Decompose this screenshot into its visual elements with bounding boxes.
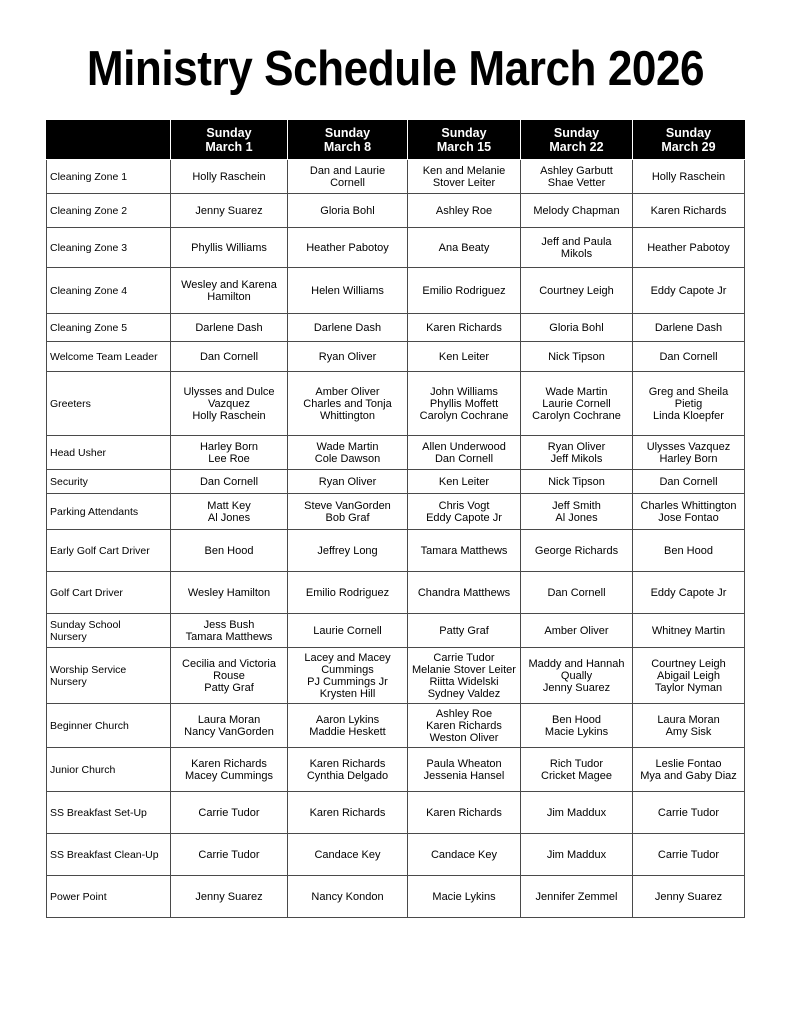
- role-label: Worship Service Nursery: [47, 648, 171, 704]
- role-label: Sunday School Nursery: [47, 614, 171, 648]
- assignment-cell: Nick Tipson: [521, 470, 633, 494]
- assignment-cell: Rich Tudor Cricket Magee: [521, 748, 633, 792]
- role-label: Golf Cart Driver: [47, 572, 171, 614]
- assignment-cell: George Richards: [521, 530, 633, 572]
- table-body: [47, 160, 745, 918]
- role-label: Head Usher: [47, 436, 171, 470]
- assignment-cell: Laura Moran Amy Sisk: [633, 704, 745, 748]
- role-label: Security: [47, 470, 171, 494]
- assignment-cell: Patty Graf: [408, 614, 521, 648]
- assignment-cell: Whitney Martin: [633, 614, 745, 648]
- assignment-cell: Karen Richards: [633, 194, 745, 228]
- assignment-cell: Jeff Smith Al Jones: [521, 494, 633, 530]
- role-label: Early Golf Cart Driver: [47, 530, 171, 572]
- assignment-cell: Dan Cornell: [171, 470, 288, 494]
- assignment-cell: Ken Leiter: [408, 470, 521, 494]
- assignment-cell: Leslie Fontao Mya and Gaby Diaz: [633, 748, 745, 792]
- assignment-cell: Steve VanGorden Bob Graf: [288, 494, 408, 530]
- assignment-cell: Ben Hood Macie Lykins: [521, 704, 633, 748]
- assignment-cell: Dan Cornell: [633, 342, 745, 372]
- assignment-cell: Holly Raschein: [171, 160, 288, 194]
- assignment-cell: Darlene Dash: [633, 314, 745, 342]
- assignment-cell: Dan Cornell: [521, 572, 633, 614]
- assignment-cell: Allen Underwood Dan Cornell: [408, 436, 521, 470]
- assignment-cell: Laurie Cornell: [288, 614, 408, 648]
- assignment-cell: Jennifer Zemmel: [521, 876, 633, 918]
- table-row: [47, 530, 745, 572]
- assignment-cell: Karen Richards: [288, 792, 408, 834]
- assignment-cell: Gloria Bohl: [288, 194, 408, 228]
- assignment-cell: Ben Hood: [633, 530, 745, 572]
- assignment-cell: Aaron Lykins Maddie Heskett: [288, 704, 408, 748]
- assignment-cell: Paula Wheaton Jessenia Hansel: [408, 748, 521, 792]
- table-row: [47, 572, 745, 614]
- table-row: [47, 494, 745, 530]
- assignment-cell: Wesley Hamilton: [171, 572, 288, 614]
- assignment-cell: Carrie Tudor: [633, 834, 745, 876]
- table-row: [47, 470, 745, 494]
- assignment-cell: Candace Key: [288, 834, 408, 876]
- table-row: [47, 614, 745, 648]
- assignment-cell: Jim Maddux: [521, 792, 633, 834]
- assignment-cell: Ken and Melanie Stover Leiter: [408, 160, 521, 194]
- assignment-cell: Jenny Suarez: [171, 876, 288, 918]
- assignment-cell: Nick Tipson: [521, 342, 633, 372]
- assignment-cell: Jeff and Paula Mikols: [521, 228, 633, 268]
- role-label: Power Point: [47, 876, 171, 918]
- assignment-cell: Chandra Matthews: [408, 572, 521, 614]
- assignment-cell: Chris Vogt Eddy Capote Jr: [408, 494, 521, 530]
- assignment-cell: Amber Oliver Charles and Tonja Whittington: [288, 372, 408, 436]
- assignment-cell: Holly Raschein: [633, 160, 745, 194]
- assignment-cell: Dan Cornell: [633, 470, 745, 494]
- header-date-4: Sunday March 22: [521, 121, 633, 160]
- table-row: [47, 792, 745, 834]
- assignment-cell: John Williams Phyllis Moffett Carolyn Cochrane: [408, 372, 521, 436]
- assignment-cell: Wade Martin Laurie Cornell Carolyn Cochrane: [521, 372, 633, 436]
- assignment-cell: Jess Bush Tamara Matthews: [171, 614, 288, 648]
- assignment-cell: Cecilia and Victoria Rouse Patty Graf: [171, 648, 288, 704]
- assignment-cell: Dan Cornell: [171, 342, 288, 372]
- assignment-cell: Nancy Kondon: [288, 876, 408, 918]
- assignment-cell: Eddy Capote Jr: [633, 268, 745, 314]
- header-date-1: Sunday March 1: [171, 121, 288, 160]
- role-label: Cleaning Zone 3: [47, 228, 171, 268]
- assignment-cell: Ana Beaty: [408, 228, 521, 268]
- assignment-cell: Karen Richards Cynthia Delgado: [288, 748, 408, 792]
- table-row: [47, 834, 745, 876]
- assignment-cell: Harley Born Lee Roe: [171, 436, 288, 470]
- assignment-cell: Karen Richards: [408, 314, 521, 342]
- assignment-cell: Phyllis Williams: [171, 228, 288, 268]
- assignment-cell: Laura Moran Nancy VanGorden: [171, 704, 288, 748]
- assignment-cell: Karen Richards Macey Cummings: [171, 748, 288, 792]
- assignment-cell: Jenny Suarez: [171, 194, 288, 228]
- assignment-cell: Ken Leiter: [408, 342, 521, 372]
- assignment-cell: Candace Key: [408, 834, 521, 876]
- table-row: [47, 342, 745, 372]
- role-label: Greeters: [47, 372, 171, 436]
- assignment-cell: Ben Hood: [171, 530, 288, 572]
- assignment-cell: Courtney Leigh: [521, 268, 633, 314]
- assignment-cell: Heather Pabotoy: [288, 228, 408, 268]
- header-date-5: Sunday March 29: [633, 121, 745, 160]
- assignment-cell: Darlene Dash: [171, 314, 288, 342]
- table-row: [47, 194, 745, 228]
- assignment-cell: Karen Richards: [408, 792, 521, 834]
- header-row: [47, 121, 745, 160]
- assignment-cell: Melody Chapman: [521, 194, 633, 228]
- assignment-cell: Eddy Capote Jr: [633, 572, 745, 614]
- schedule-table: [46, 120, 745, 918]
- assignment-cell: Gloria Bohl: [521, 314, 633, 342]
- table-header: [47, 121, 745, 160]
- role-label: Cleaning Zone 1: [47, 160, 171, 194]
- role-label: Cleaning Zone 4: [47, 268, 171, 314]
- table-row: [47, 372, 745, 436]
- table-row: [47, 160, 745, 194]
- assignment-cell: Ashley Roe: [408, 194, 521, 228]
- assignment-cell: Courtney Leigh Abigail Leigh Taylor Nyman: [633, 648, 745, 704]
- assignment-cell: Jim Maddux: [521, 834, 633, 876]
- role-label: SS Breakfast Set-Up: [47, 792, 171, 834]
- table-row: [47, 314, 745, 342]
- assignment-cell: Maddy and Hannah Qually Jenny Suarez: [521, 648, 633, 704]
- assignment-cell: Carrie Tudor Melanie Stover Leiter Riitta Widelski Sydney Valdez: [408, 648, 521, 704]
- assignment-cell: Amber Oliver: [521, 614, 633, 648]
- role-label: Cleaning Zone 2: [47, 194, 171, 228]
- table-row: [47, 748, 745, 792]
- assignment-cell: Darlene Dash: [288, 314, 408, 342]
- assignment-cell: Ryan Oliver Jeff Mikols: [521, 436, 633, 470]
- assignment-cell: Heather Pabotoy: [633, 228, 745, 268]
- assignment-cell: Emilio Rodriguez: [288, 572, 408, 614]
- role-label: Parking Attendants: [47, 494, 171, 530]
- assignment-cell: Carrie Tudor: [633, 792, 745, 834]
- header-role-cell: [47, 121, 171, 160]
- role-label: Cleaning Zone 5: [47, 314, 171, 342]
- assignment-cell: Helen Williams: [288, 268, 408, 314]
- assignment-cell: Charles Whittington Jose Fontao: [633, 494, 745, 530]
- assignment-cell: Macie Lykins: [408, 876, 521, 918]
- assignment-cell: Ashley Roe Karen Richards Weston Oliver: [408, 704, 521, 748]
- assignment-cell: Wesley and Karena Hamilton: [171, 268, 288, 314]
- table-row: [47, 228, 745, 268]
- assignment-cell: Ashley Garbutt Shae Vetter: [521, 160, 633, 194]
- assignment-cell: Matt Key Al Jones: [171, 494, 288, 530]
- assignment-cell: Ryan Oliver: [288, 342, 408, 372]
- header-date-2: Sunday March 8: [288, 121, 408, 160]
- assignment-cell: Ryan Oliver: [288, 470, 408, 494]
- header-date-3: Sunday March 15: [408, 121, 521, 160]
- assignment-cell: Greg and Sheila Pietig Linda Kloepfer: [633, 372, 745, 436]
- role-label: SS Breakfast Clean-Up: [47, 834, 171, 876]
- assignment-cell: Carrie Tudor: [171, 834, 288, 876]
- role-label: Junior Church: [47, 748, 171, 792]
- assignment-cell: Wade Martin Cole Dawson: [288, 436, 408, 470]
- page-title: Ministry Schedule March 2026: [86, 42, 705, 96]
- role-label: Beginner Church: [47, 704, 171, 748]
- assignment-cell: Tamara Matthews: [408, 530, 521, 572]
- table-row: [47, 648, 745, 704]
- assignment-cell: Lacey and Macey Cummings PJ Cummings Jr Krysten Hill: [288, 648, 408, 704]
- table-row: [47, 704, 745, 748]
- assignment-cell: Dan and Laurie Cornell: [288, 160, 408, 194]
- assignment-cell: Jeffrey Long: [288, 530, 408, 572]
- assignment-cell: Ulysses and Dulce Vazquez Holly Raschein: [171, 372, 288, 436]
- table-row: [47, 268, 745, 314]
- assignment-cell: Carrie Tudor: [171, 792, 288, 834]
- assignment-cell: Ulysses Vazquez Harley Born: [633, 436, 745, 470]
- table-row: [47, 436, 745, 470]
- table-row: [47, 876, 745, 918]
- assignment-cell: Emilio Rodriguez: [408, 268, 521, 314]
- role-label: Welcome Team Leader: [47, 342, 171, 372]
- assignment-cell: Jenny Suarez: [633, 876, 745, 918]
